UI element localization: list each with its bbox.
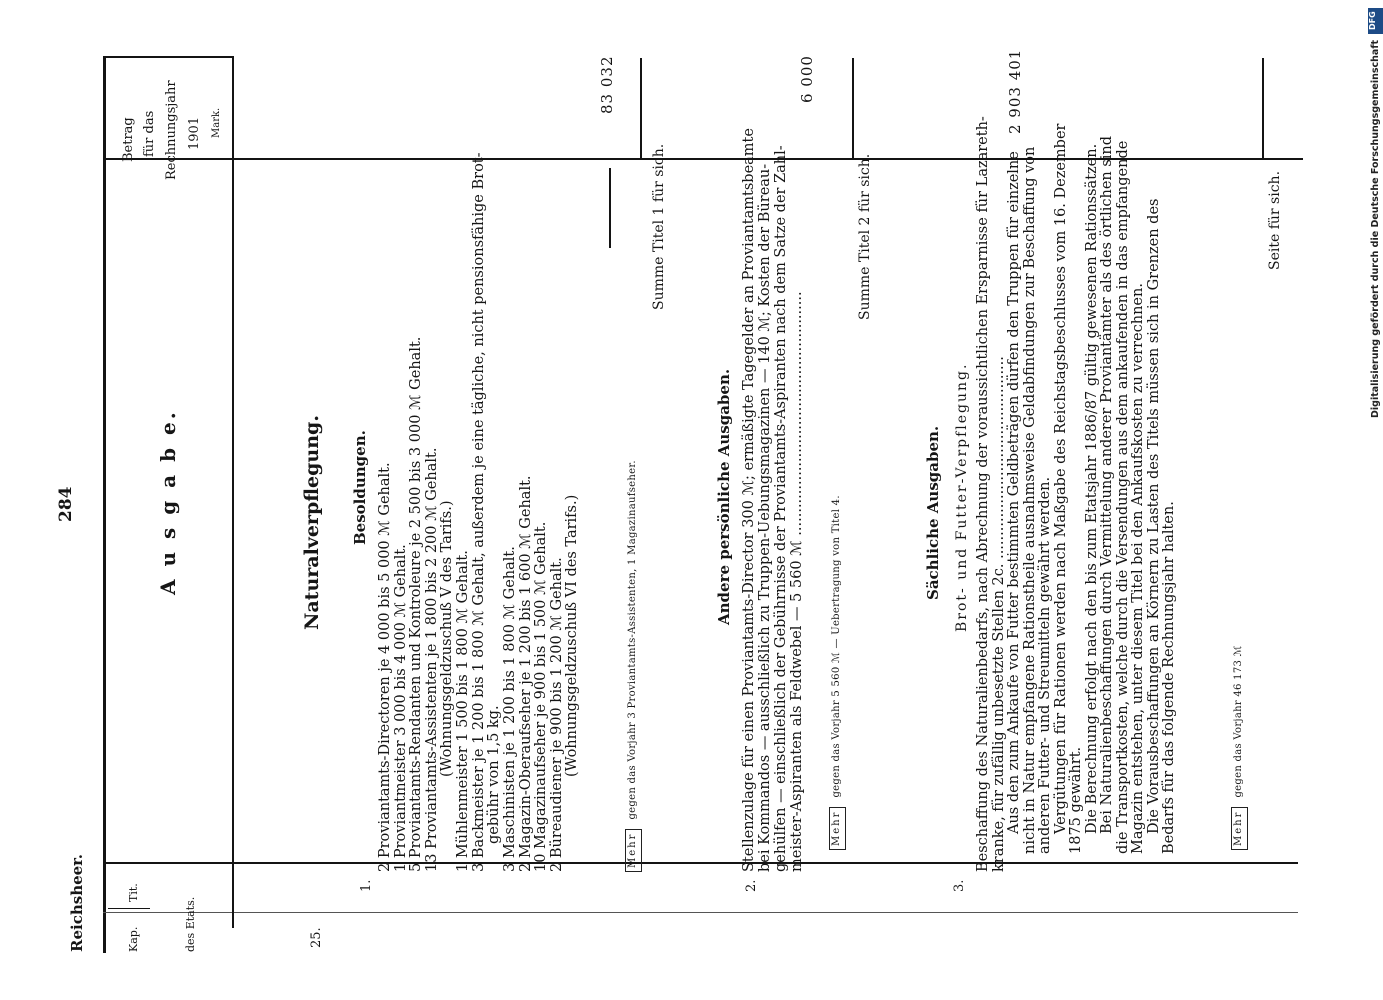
titel1-number: 1.: [359, 879, 374, 892]
titel3-line: Beschaffung des Naturalienbedarfs, nach Abrechnung der voraussichtlichen Ersparnisse für Lazareth-: [975, 116, 991, 872]
titel2-mehr-note: gegen das Vorjahr 5 560 ℳ — Uebertragung von Titel 4.: [831, 495, 842, 798]
dfg-logo: DFG: [1368, 8, 1383, 34]
titel3-line: kranke, für zufällig unbesetzte Stellen 2c. ............................................: [990, 356, 1007, 872]
titel1-lines: [377, 152, 581, 872]
titel3-line: Die Vorausbeschaffungen an Körnern zu Lasten des Titels müssen sich in Grenzen des: [1145, 198, 1162, 834]
titel1-line: 3 Backmeister je 1 200 bis 1 800 ℳ Gehalt, außerdem je eine tägliche, nicht pensionsfähige Brot-: [470, 152, 487, 872]
running-head: Reichsheer.: [68, 854, 86, 952]
col-des-etats-label: des Etats.: [184, 896, 197, 952]
titel1-mehr-row: [622, 460, 638, 872]
titel2-amount: 6 000: [798, 55, 816, 103]
titel1-line: 2 Proviantamts-Directoren je 4 000 bis 5 000 ℳ Gehalt.: [377, 462, 393, 872]
col-betrag-line4: 1901: [187, 116, 202, 150]
col-mark-label: Mark.: [211, 107, 222, 138]
titel2-mehr-label: Mehr: [829, 807, 846, 850]
titel1-line: 10 Magazinaufseher je 900 bis 1 500 ℳ Gehalt.: [533, 521, 549, 872]
titel3-amount: 2 903 401: [1006, 48, 1024, 134]
titel2-line: Stellenzulage für einen Proviantamts-Director 300 ℳ; ermäßigte Tagegelder an Proviantamtsbeamte: [741, 128, 757, 872]
titel3-seite: Seite für sich.: [1267, 170, 1283, 270]
chapter-heading: Naturalverpflegung.: [301, 415, 323, 630]
titel2-mehr-row: [826, 495, 842, 850]
titel3-mehr-label: Mehr: [1231, 807, 1248, 850]
titel1-line: 3 Maschinisten je 1 200 bis 1 800 ℳ Gehalt.: [502, 546, 518, 872]
chapter-number: 25.: [309, 927, 324, 948]
titel1-line: 2 Büreaudiener je 900 bis 1 200 ℳ Gehalt.: [548, 557, 565, 872]
col-betrag-line3: Rechnungsjahr: [164, 80, 179, 180]
col-tit-label: Tit.: [127, 883, 140, 902]
titel2-line: bei Kommandos — ausschließlich zu Truppen-Uebungsmagazinen — 140 ℳ; Kosten der Büreau-: [757, 163, 773, 872]
titel1-mehr-label: Mehr: [625, 829, 642, 872]
titel3-heading: Sächliche Ausgaben.: [924, 425, 942, 600]
titel1-heading: Besoldungen.: [351, 430, 369, 545]
titel1-amount: 83 032: [598, 55, 616, 114]
titel1-line: 2 Magazin-Oberaufseher je 1 200 bis 1 600 ℳ Gehalt.: [517, 475, 534, 872]
titel3-line: 1875 gewährt.: [1068, 746, 1084, 854]
titel1-line: (Wohnungsgeldzuschuß VI des Tarifs.): [564, 494, 580, 777]
titel2-number: 2.: [744, 879, 759, 892]
col-kap-label: Kap.: [127, 926, 140, 952]
titel3-line: Bedarfs für das folgende Rechnungsjahr halten.: [1161, 501, 1177, 854]
titel2-line: gehülfen — einschließlich der Gebührnisse der Proviantamts-Aspiranten nach dem Satze der Zahl-: [773, 145, 789, 872]
titel1-line: gebühr von 1,5 kg.: [486, 705, 502, 844]
titel3-mehr-row: [1228, 645, 1244, 850]
dfg-credit-text: Digitalisierung gefördert durch die Deutsche Forschungsgemeinschaft: [1370, 40, 1381, 418]
titel1-line: (Wohnungsgeldzuschuß V des Tarifs.): [439, 500, 455, 777]
titel3-number: 3.: [952, 879, 967, 892]
titel3-line: Vergütungen für Rationen werden nach Maßgabe des Reichstagsbeschlusses vom 16. Dezember: [1052, 123, 1069, 834]
titel2-heading: Andere persönliche Ausgaben.: [715, 368, 733, 625]
titel1-line: 1 Mühlenmeister 1 500 bis 1 800 ℳ Gehalt.: [455, 550, 471, 872]
titel2-line: meister-Aspiranten als Feldwebel — 5 560 ℳ .....................................................: [789, 291, 805, 872]
titel3-mehr-note: gegen das Vorjahr 46 173 ℳ: [1233, 645, 1244, 798]
titel2-lines: [741, 128, 806, 872]
titel1-mehr-note: gegen das Vorjahr 3 Proviantamts-Assistenten, 1 Magazinaufseher.: [627, 460, 638, 820]
titel1-line: 1 Proviantmeister 3 000 bis 4 000 ℳ Gehalt.: [392, 544, 409, 872]
titel3-lines: [975, 116, 1178, 872]
page-number: 284: [56, 486, 76, 522]
titel1-line: 5 Proviantamts-Rendanten und Kontroleure je 2 500 bis 3 000 ℳ Gehalt.: [408, 336, 424, 872]
col-betrag-line1: Betrag: [121, 117, 136, 162]
titel3-line: Aus den zum Ankaufe von Futter bestimmten Geldbeträgen dürfen den Truppen für einzelne: [1006, 151, 1022, 834]
titel3-line: Die Berechnung erfolgt nach den bis zum Etatsjahr 1886/87 gültig gewesenen Rationssätzen.: [1083, 143, 1100, 834]
titel2-summe: Summe Titel 2 für sich.: [857, 153, 873, 320]
col-betrag-line2: für das: [142, 110, 157, 157]
titel3-subheading: Brot- und Futter-Verpflegung.: [954, 362, 970, 632]
section-title-ausgabe: A u s g a b e.: [156, 409, 180, 595]
titel3-line: nicht in Natur empfangene Rationstheile ausnahmsweise Geldabfindungen zur Beschaffung von: [1021, 146, 1038, 854]
titel1-line: 13 Proviantamts-Assistenten je 1 800 bis 2 200 ℳ Gehalt.: [423, 447, 440, 872]
titel3-line: Magazin entstehen, unter diesem Titel bei den Ankaufskosten zu verrechnen.: [1130, 283, 1146, 854]
titel3-line: anderen Futter- und Streumitteln gewährt werden.: [1037, 476, 1053, 854]
titel3-line: die Transportkosten, welche durch die Versendungen aus dem ankaufenden in das empfangende: [1114, 140, 1131, 854]
titel3-line: Bei Naturalienbeschaffungen durch Vermittelung anderer Proviantämter als des örtlichen sind: [1099, 135, 1115, 834]
titel1-summe: Summe Titel 1 für sich.: [651, 143, 667, 310]
